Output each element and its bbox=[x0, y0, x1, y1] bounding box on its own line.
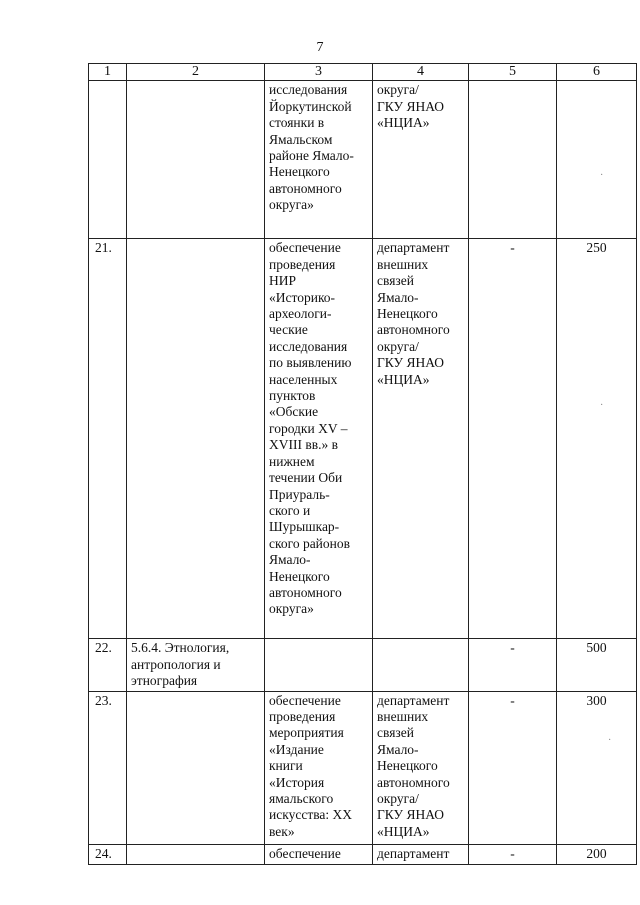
cell-line: внешних bbox=[377, 256, 429, 272]
cell-line: археологи- bbox=[269, 306, 332, 322]
row-number-cell: 21. bbox=[89, 239, 127, 639]
cell-line: «Издание bbox=[269, 741, 324, 757]
amount-cell: 250 bbox=[557, 239, 637, 639]
cell-line: ского районов bbox=[269, 535, 351, 551]
cell-line: департамент bbox=[377, 845, 450, 861]
cell-line: Ненецкого bbox=[269, 568, 330, 584]
cell-line: Ненецкого bbox=[377, 306, 438, 322]
cell-line: автономного bbox=[377, 322, 450, 338]
cell-line: связей bbox=[377, 725, 414, 741]
amount-cell: 300 bbox=[557, 691, 637, 844]
cell-line: нижнем bbox=[269, 453, 315, 469]
scan-speck: · bbox=[600, 170, 604, 181]
cell-line: Ненецкого bbox=[377, 758, 438, 774]
cell-line: проведения bbox=[269, 256, 336, 272]
col5-cell: - bbox=[469, 844, 557, 864]
row-number-cell: 23. bbox=[89, 691, 127, 844]
cell-line: Ямальском bbox=[269, 131, 333, 147]
section-cell bbox=[127, 239, 265, 639]
section-cell bbox=[127, 639, 265, 691]
scan-speck: · bbox=[600, 400, 604, 411]
page-number: 7 bbox=[316, 40, 324, 55]
cell-line: XVIII вв.» в bbox=[269, 437, 338, 453]
cell-line: районе Ямало- bbox=[269, 148, 354, 164]
table-row bbox=[89, 639, 637, 691]
col5-cell: - bbox=[469, 239, 557, 639]
cell-line: населенных bbox=[269, 371, 338, 387]
cell-line: департамент bbox=[377, 692, 450, 708]
header-cell: 5 bbox=[469, 64, 557, 81]
row-number-cell: 22. bbox=[89, 639, 127, 691]
header-cell: 3 bbox=[265, 64, 373, 81]
col5-cell: - bbox=[469, 639, 557, 691]
cell-line: обеспечение bbox=[269, 240, 341, 256]
executor-cell bbox=[373, 844, 469, 864]
table-row bbox=[89, 691, 637, 844]
header-cell: 2 bbox=[127, 64, 265, 81]
cell-line: по выявлению bbox=[269, 355, 352, 371]
cell-line: «История bbox=[269, 774, 325, 790]
cell-line: ГКУ ЯНАО bbox=[377, 98, 445, 114]
header-cell: 4 bbox=[373, 64, 469, 81]
cell-line: округа» bbox=[269, 197, 314, 213]
cell-line: Шурышкар- bbox=[269, 519, 340, 535]
cell-line: Ямало- bbox=[269, 552, 311, 568]
cell-line: департамент bbox=[377, 240, 450, 256]
cell-line: 5.6.4. Этнология, bbox=[131, 640, 230, 656]
cell-line: книги bbox=[269, 758, 303, 774]
cell-line: обеспечение bbox=[269, 692, 341, 708]
cell-line: связей bbox=[377, 273, 414, 289]
cell-line: округа/ bbox=[377, 791, 419, 807]
cell-line: ческие bbox=[269, 322, 308, 338]
row-number-cell: 24. bbox=[89, 844, 127, 864]
cell-line: Ямало- bbox=[377, 289, 419, 305]
cell-line: внешних bbox=[377, 709, 429, 725]
cell-line: исследования bbox=[269, 338, 348, 354]
cell-line: искусства: XX bbox=[269, 807, 353, 823]
section-cell bbox=[127, 844, 265, 864]
table-row bbox=[89, 239, 637, 639]
col5-cell: - bbox=[469, 691, 557, 844]
cell-line: век» bbox=[269, 823, 295, 839]
header-cell: 1 bbox=[89, 64, 127, 81]
amount-cell: 500 bbox=[557, 639, 637, 691]
table-header-row bbox=[89, 64, 637, 81]
col5-cell bbox=[469, 81, 557, 239]
activity-cell bbox=[265, 691, 373, 844]
cell-line: округа/ bbox=[377, 338, 419, 354]
cell-line: Ненецкого bbox=[269, 164, 330, 180]
cell-line: исследования bbox=[269, 82, 348, 98]
cell-line: округа» bbox=[269, 601, 314, 617]
executor-cell bbox=[373, 81, 469, 239]
table-row bbox=[89, 844, 637, 864]
cell-line: ГКУ ЯНАО bbox=[377, 355, 445, 371]
cell-line: НИР bbox=[269, 273, 297, 289]
cell-line: Йоркутинской bbox=[269, 98, 352, 114]
cell-line: ямальского bbox=[269, 791, 334, 807]
cell-line: автономного bbox=[377, 774, 450, 790]
cell-line: «НЦИА» bbox=[377, 823, 430, 839]
section-cell bbox=[127, 81, 265, 239]
section-cell bbox=[127, 691, 265, 844]
scan-speck: · bbox=[608, 735, 612, 746]
activity-cell bbox=[265, 639, 373, 691]
cell-line: обеспечение bbox=[269, 845, 341, 861]
funding-table bbox=[88, 63, 637, 865]
activity-cell bbox=[265, 81, 373, 239]
cell-line: Приураль- bbox=[269, 486, 330, 502]
table-row bbox=[89, 81, 637, 239]
executor-cell bbox=[373, 691, 469, 844]
cell-line: «Обские bbox=[269, 404, 319, 420]
cell-line: пунктов bbox=[269, 388, 316, 404]
executor-cell bbox=[373, 639, 469, 691]
cell-line: автономного bbox=[269, 584, 342, 600]
cell-line: «НЦИА» bbox=[377, 371, 430, 387]
cell-line: проведения bbox=[269, 709, 336, 725]
cell-line: ГКУ ЯНАО bbox=[377, 807, 445, 823]
activity-cell bbox=[265, 844, 373, 864]
cell-line: антропология и bbox=[131, 656, 221, 672]
cell-line: «НЦИА» bbox=[377, 115, 430, 131]
cell-line: стоянки в bbox=[269, 115, 325, 131]
cell-line: этнография bbox=[131, 673, 198, 689]
amount-cell: 200 bbox=[557, 844, 637, 864]
cell-line: мероприятия bbox=[269, 725, 344, 741]
activity-cell bbox=[265, 239, 373, 639]
cell-line: «Историко- bbox=[269, 289, 336, 305]
executor-cell bbox=[373, 239, 469, 639]
header-cell: 6 bbox=[557, 64, 637, 81]
cell-line: течении Оби bbox=[269, 470, 343, 486]
cell-line: городки XV – bbox=[269, 420, 348, 436]
row-number-cell bbox=[89, 81, 127, 239]
cell-line: округа/ bbox=[377, 82, 419, 98]
cell-line: автономного bbox=[269, 180, 342, 196]
cell-line: Ямало- bbox=[377, 741, 419, 757]
cell-line: ского и bbox=[269, 502, 311, 518]
amount-cell bbox=[557, 81, 637, 239]
